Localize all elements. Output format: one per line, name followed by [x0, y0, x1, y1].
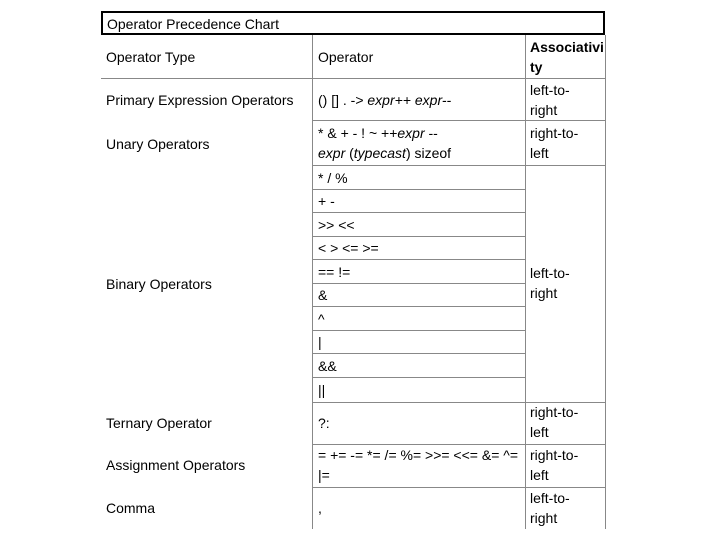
row-binary-op-relational: < > <= >=	[318, 240, 379, 256]
row-divider-binary-5	[312, 283, 525, 284]
header-operator-type: Operator Type	[106, 49, 196, 65]
row-binary-op-bitwise-and: &	[318, 287, 328, 303]
row-primary-type: Primary Expression Operators	[106, 92, 294, 108]
row-binary-op-logical-and: &&	[318, 358, 337, 374]
row-primary-op-italic: expr++ expr--	[367, 92, 452, 108]
row-assignment-operators-line1: = += -= *= /= %= >>= <<= &= ^=	[318, 447, 518, 463]
row-primary-op-plain: () [] . ->	[318, 92, 368, 108]
header-associativity-line2: ty	[530, 59, 543, 75]
row-assignment-type: Assignment Operators	[106, 457, 246, 473]
row-divider-binary-4	[312, 259, 525, 260]
chart-title-bar	[101, 11, 605, 35]
row-assignment-assoc-line1: right-to-	[530, 447, 579, 463]
row-comma-type: Comma	[106, 500, 156, 516]
row-assignment-operators-line2: |=	[318, 467, 330, 483]
row-divider-unary	[312, 165, 605, 166]
header-associativity-line1: Associativi	[530, 39, 604, 55]
row-divider-binary-3	[312, 236, 525, 237]
row-comma-operator: ,	[318, 500, 322, 516]
row-binary-op-multiplicative: * / %	[318, 170, 348, 186]
row-binary-type: Binary Operators	[106, 276, 212, 292]
row-divider-primary	[312, 120, 605, 121]
row-binary-op-shift: >> <<	[318, 217, 355, 233]
row-primary-assoc-line1: left-to-	[530, 82, 570, 98]
row-divider-binary-1	[312, 189, 525, 190]
row-unary-type: Unary Operators	[106, 136, 210, 152]
row-unary-op-line2-plain1: (	[345, 145, 354, 161]
row-binary-op-bitwise-xor: ^	[318, 311, 325, 327]
row-ternary-assoc-line1: right-to-	[530, 404, 579, 420]
row-binary-assoc-line1: left-to-	[530, 265, 570, 281]
row-unary-op-line1-plain: * & + - ! ~ ++	[318, 125, 398, 141]
row-binary-op-logical-or: ||	[318, 382, 326, 398]
row-unary-assoc-line2: left	[530, 145, 549, 161]
row-binary-op-additive: + -	[318, 193, 335, 209]
row-assignment-assoc-line2: left	[530, 467, 549, 483]
row-comma-assoc-line2: right	[530, 510, 558, 526]
row-binary-assoc-line2: right	[530, 285, 558, 301]
row-primary-assoc-line2: right	[530, 102, 558, 118]
row-unary-op-line2-plain2: ) sizeof	[405, 145, 452, 161]
row-divider-binary-8	[312, 353, 525, 354]
row-unary-op-line2-italic2: typecast	[353, 145, 406, 161]
row-divider-binary-7	[312, 330, 525, 331]
row-unary-assoc-line1: right-to-	[530, 125, 579, 141]
title-underline	[105, 33, 319, 35]
col-divider-3	[605, 35, 606, 529]
row-ternary-assoc-line2: left	[530, 424, 549, 440]
col-divider-1	[312, 35, 313, 529]
row-divider-binary-6	[312, 306, 525, 307]
row-ternary-type: Ternary Operator	[106, 415, 212, 431]
row-comma-assoc-line1: left-to-	[530, 490, 570, 506]
row-divider-binary-9	[312, 377, 525, 378]
row-binary-op-bitwise-or: |	[318, 334, 322, 350]
col-divider-2	[525, 35, 526, 529]
row-primary-operators	[318, 90, 451, 111]
row-binary-op-equality: == !=	[318, 264, 351, 280]
row-unary-operators-line1	[318, 123, 438, 144]
chart-title: Operator Precedence Chart	[107, 16, 279, 32]
row-unary-op-line2-italic1: expr	[318, 145, 346, 161]
row-unary-operators-line2	[318, 143, 451, 164]
row-unary-op-line1-italic: expr	[397, 125, 425, 141]
row-divider-binary-2	[312, 212, 525, 213]
row-divider-header	[101, 78, 605, 79]
row-unary-op-line1-tail: --	[424, 125, 438, 141]
row-ternary-operator: ?:	[318, 415, 330, 431]
header-operator: Operator	[318, 49, 374, 65]
